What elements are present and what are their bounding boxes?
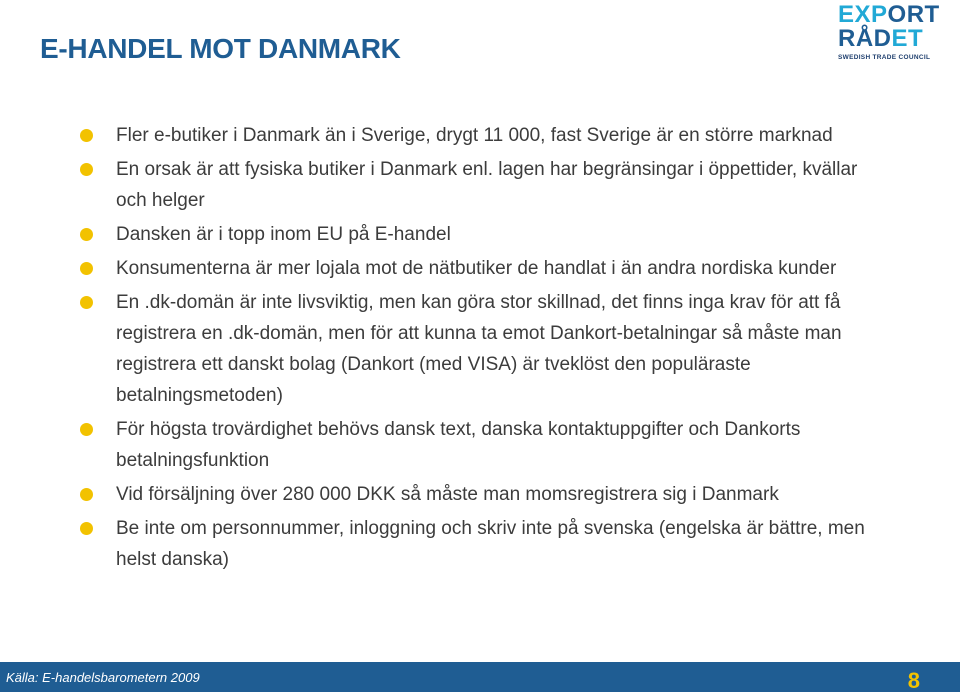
bullet-text: Dansken är i topp inom EU på E-handel [116,224,451,245]
footer-source: Källa: E-handelsbarometern 2009 [6,670,200,685]
logo-text-rad: RÅD [838,25,892,52]
bullet-text: För högsta trovärdighet behövs dansk text, danska kontaktuppgifter och Dankorts betalningsfunktion [116,419,801,471]
bullet-list [80,120,880,578]
bullet-item [80,287,880,411]
bullet-dot-icon [80,423,93,436]
slide-title: E-HANDEL MOT DANMARK [40,33,401,64]
bullet-item [80,154,880,216]
logo-text-ort: ORT [887,1,940,28]
bullet-item [80,219,880,250]
exportradet-logo [838,3,938,61]
footer-bar [0,662,960,692]
page-number: 8 [907,668,920,692]
bullet-dot-icon [80,488,93,501]
bullet-dot-icon [80,296,93,309]
bullet-text: En orsak är att fysiska butiker i Danmark enl. lagen har begränsingar i öppettider, kvällar och helger [116,159,858,211]
bullet-dot-icon [80,228,93,241]
bullet-item [80,253,880,284]
logo-line-1 [838,3,938,27]
bullet-text: Vid försäljning över 280 000 DKK så måste man momsregistrera sig i Danmark [116,484,779,505]
bullet-item [80,120,880,151]
bullet-item [80,513,880,575]
logo-text-exp: EXP [838,1,888,28]
logo-text-et: ET [891,25,924,52]
bullet-dot-icon [80,522,93,535]
logo-line-2 [838,27,938,51]
bullet-text: Be inte om personnummer, inloggning och skriv inte på svenska (engelska är bättre, men helst danska) [116,518,865,570]
logo-subtitle: SWEDISH TRADE COUNCIL [838,54,931,61]
bullet-item [80,414,880,476]
bullet-text: Fler e-butiker i Danmark än i Sverige, drygt 11 000, fast Sverige är en större marknad [116,125,833,146]
bullet-dot-icon [80,129,93,142]
bullet-item [80,479,880,510]
bullet-dot-icon [80,262,93,275]
bullet-text: En .dk-domän är inte livsviktig, men kan göra stor skillnad, det finns inga krav för att få registrera en .dk-domän, men för att kunna ta emot Dankort-betalningar så måste man registrera ett danskt bolag (Dankort (med VISA) är tveklöst den populäraste betalningsmetoden) [116,292,842,406]
bullet-text: Konsumenterna är mer lojala mot de nätbutiker de handlat i än andra nordiska kunder [116,258,837,279]
bullet-dot-icon [80,163,93,176]
